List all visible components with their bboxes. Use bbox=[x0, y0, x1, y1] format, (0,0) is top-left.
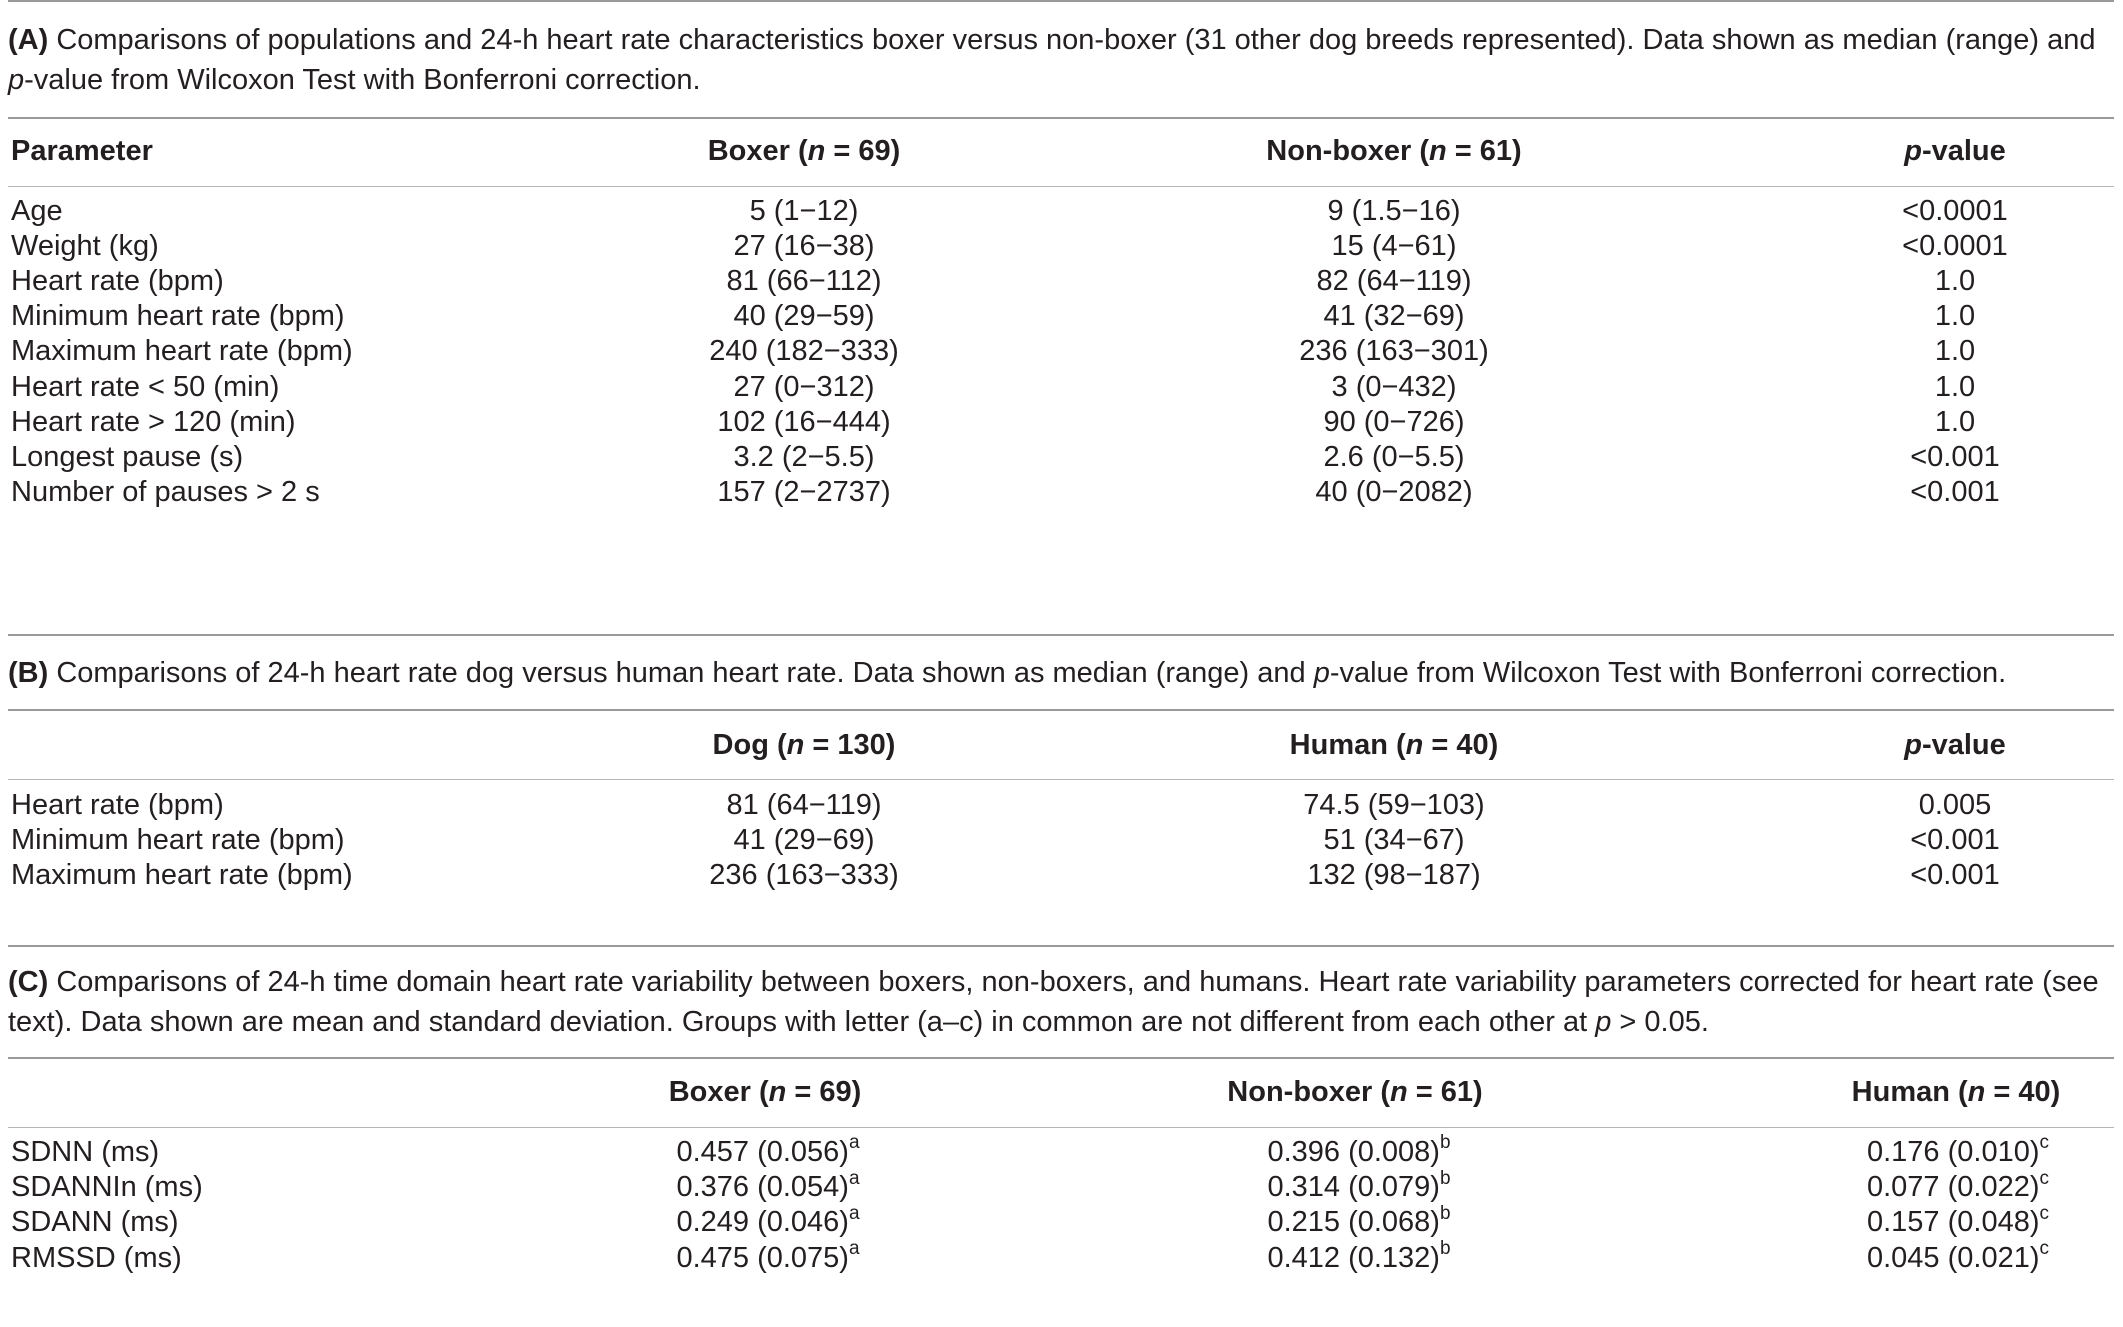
header-p-value: p-value bbox=[1904, 135, 2006, 167]
cell-p: 1.0 bbox=[1934, 370, 1976, 403]
caption-a-text-2: -value from Wilcoxon Test with Bonferroni correction. bbox=[24, 64, 701, 96]
superscript-letter: a bbox=[848, 1202, 860, 1224]
cell-p: 1.0 bbox=[1934, 300, 1976, 333]
row-parameter: Weight (kg) bbox=[11, 230, 159, 263]
table-c-header bbox=[0, 1069, 2123, 1115]
row-parameter: Heart rate < 50 (min) bbox=[11, 370, 280, 403]
cell-p: 0.005 bbox=[1918, 789, 1992, 821]
cell-p: 1.0 bbox=[1934, 405, 1976, 438]
table-row bbox=[0, 852, 2123, 898]
cell-dog: 81 (64−119) bbox=[726, 789, 882, 821]
cell-boxer: 40 (29−59) bbox=[733, 300, 875, 333]
section-b-top-rule bbox=[8, 634, 2114, 636]
cell-p: 1.0 bbox=[1934, 335, 1976, 368]
cell-human: 0.176 $(0.010)^c$ bbox=[1866, 1132, 2050, 1168]
cell-boxer: 0.475 $(0.075)^a$ bbox=[676, 1237, 860, 1274]
row-parameter: Heart rate (bpm) bbox=[11, 265, 224, 298]
cell-boxer: 157 (2−2737) bbox=[717, 475, 891, 508]
cell-p: <0.001 bbox=[1910, 440, 2000, 473]
cell-nonboxer: 82 (64−119) bbox=[1316, 265, 1472, 298]
table-b-header-rule bbox=[8, 779, 2114, 780]
row-parameter: SDNN (ms) bbox=[11, 1136, 160, 1168]
top-rule bbox=[8, 0, 2114, 2]
table-c-header-rule bbox=[8, 1127, 2114, 1128]
cell-p: <0.0001 bbox=[1902, 195, 2008, 227]
cell-nonboxer: 0.215 $(0.068)^b$ bbox=[1267, 1202, 1451, 1239]
header-human: Human (n = 40) bbox=[1289, 729, 1499, 761]
cell-dog: 41 (29−69) bbox=[733, 824, 875, 856]
row-parameter: Minimum heart rate (bpm) bbox=[11, 824, 345, 856]
cell-nonboxer: 15 (4−61) bbox=[1331, 230, 1457, 263]
section-c-top-rule bbox=[8, 945, 2114, 947]
cell-p: 1.0 bbox=[1934, 265, 1976, 298]
cell-human: 132 (98−187) bbox=[1307, 859, 1481, 891]
caption-b-p: p bbox=[1313, 657, 1330, 689]
header-boxer-c: Boxer (n = 69) bbox=[668, 1076, 862, 1108]
cell-boxer: 0.249 $(0.046)^a$ bbox=[676, 1202, 860, 1239]
cell-human: 74.5 (59−103) bbox=[1303, 789, 1485, 821]
caption-c bbox=[8, 962, 2108, 1042]
cell-boxer: 3.2 (2−5.5) bbox=[733, 440, 875, 473]
table-row bbox=[0, 469, 2123, 515]
cell-nonboxer: 40 (0−2082) bbox=[1315, 475, 1473, 508]
table-row bbox=[0, 1235, 2123, 1281]
cell-p: <0.0001 bbox=[1902, 230, 2008, 263]
header-nonboxer: Non-boxer (n = 61) bbox=[1266, 135, 1522, 167]
caption-c-label: (C) bbox=[8, 966, 49, 998]
table-a-top-rule bbox=[8, 117, 2114, 119]
cell-boxer: 81 (66−112) bbox=[726, 265, 882, 298]
caption-c-p: p bbox=[1595, 1006, 1612, 1038]
cell-human: 0.157 $(0.048)^c$ bbox=[1866, 1202, 2050, 1239]
caption-a-p: p bbox=[8, 64, 25, 96]
caption-b-text-2: -value from Wilcoxon Test with Bonferroni correction. bbox=[1329, 657, 2007, 689]
cell-nonboxer: 0.314 $(0.079)^b$ bbox=[1267, 1167, 1451, 1204]
row-parameter: Maximum heart rate (bpm) bbox=[11, 335, 353, 368]
cell-nonboxer: 0.396 $(0.008)^b$ bbox=[1267, 1132, 1451, 1168]
row-parameter: Maximum heart rate (bpm) bbox=[11, 859, 353, 891]
cell-boxer: 0.376 $(0.054)^a$ bbox=[676, 1167, 860, 1204]
row-parameter: Minimum heart rate (bpm) bbox=[11, 300, 345, 333]
caption-b-label: (B) bbox=[8, 657, 49, 689]
cell-dog: 236 (163−333) bbox=[709, 859, 899, 891]
header-dog: Dog (n = 130) bbox=[712, 729, 896, 761]
table-b-header bbox=[0, 722, 2123, 768]
superscript-letter: b bbox=[1439, 1132, 1451, 1154]
row-parameter: Heart rate > 120 (min) bbox=[11, 405, 296, 438]
caption-c-text-1: Comparisons of 24-h time domain heart rate variability between boxers, non-boxers, and humans. Heart rate variability parameters corrected for heart rate (see bbox=[48, 966, 2099, 998]
cell-p: <0.001 bbox=[1910, 824, 2000, 856]
cell-nonboxer: 0.412 $(0.132)^b$ bbox=[1267, 1237, 1451, 1274]
header-parameter: Parameter bbox=[11, 135, 153, 167]
superscript-letter: b bbox=[1439, 1237, 1451, 1259]
cell-nonboxer: 9 (1.5−16) bbox=[1327, 195, 1461, 227]
row-parameter: Number of pauses > 2 s bbox=[11, 475, 320, 508]
superscript-letter: a bbox=[848, 1237, 860, 1259]
cell-human: 51 (34−67) bbox=[1323, 824, 1465, 856]
header-p-value-b: p-value bbox=[1904, 729, 2006, 761]
row-parameter: RMSSD (ms) bbox=[11, 1241, 182, 1274]
superscript-letter: c bbox=[2039, 1237, 2050, 1259]
caption-a-text-1: Comparisons of populations and 24-h heart rate characteristics boxer versus non-boxer (31 other dog breeds represented). Data shown as median (range) and bbox=[48, 24, 2096, 56]
cell-nonboxer: 90 (0−726) bbox=[1323, 405, 1465, 438]
cell-p: <0.001 bbox=[1910, 859, 2000, 891]
row-parameter: Age bbox=[11, 195, 63, 227]
caption-b bbox=[8, 653, 2108, 693]
table-b-top-rule bbox=[8, 709, 2114, 711]
cell-boxer: 0.457 $(0.056)^a$ bbox=[676, 1132, 860, 1168]
cell-human: 0.077 $(0.022)^c$ bbox=[1866, 1167, 2050, 1204]
superscript-letter: b bbox=[1439, 1167, 1451, 1189]
cell-boxer: 27 (0−312) bbox=[733, 370, 875, 403]
cell-nonboxer: 41 (32−69) bbox=[1323, 300, 1465, 333]
caption-a-label: (A) bbox=[8, 24, 49, 56]
table-a-header bbox=[0, 128, 2123, 174]
superscript-letter: c bbox=[2039, 1132, 2050, 1154]
row-parameter: Longest pause (s) bbox=[11, 440, 244, 473]
superscript-letter: a bbox=[848, 1167, 860, 1189]
superscript-letter: b bbox=[1439, 1202, 1451, 1224]
cell-nonboxer: 236 (163−301) bbox=[1299, 335, 1489, 368]
superscript-letter: c bbox=[2039, 1167, 2050, 1189]
cell-p: <0.001 bbox=[1910, 475, 2000, 508]
row-parameter: SDANNIn (ms) bbox=[11, 1171, 203, 1204]
cell-nonboxer: 3 (0−432) bbox=[1331, 370, 1457, 403]
cell-nonboxer: 2.6 (0−5.5) bbox=[1323, 440, 1465, 473]
row-parameter: SDANN (ms) bbox=[11, 1206, 179, 1239]
cell-boxer: 27 (16−38) bbox=[733, 230, 875, 263]
caption-b-text-1: Comparisons of 24-h heart rate dog versus human heart rate. Data shown as median (range) and bbox=[48, 657, 1314, 689]
cell-human: 0.045 $(0.021)^c$ bbox=[1866, 1237, 2050, 1274]
header-human-c: Human (n = 40) bbox=[1851, 1076, 2061, 1108]
caption-a bbox=[8, 20, 2108, 100]
cell-boxer: 102 (16−444) bbox=[717, 405, 891, 438]
caption-c-text-3: > 0.05. bbox=[1611, 1006, 1709, 1038]
cell-boxer: 240 (182−333) bbox=[709, 335, 899, 368]
superscript-letter: a bbox=[848, 1132, 860, 1154]
row-parameter: Heart rate (bpm) bbox=[11, 789, 224, 821]
superscript-letter: c bbox=[2039, 1202, 2050, 1224]
cell-boxer: 5 (1−12) bbox=[749, 195, 859, 227]
header-boxer: Boxer (n = 69) bbox=[707, 135, 901, 167]
table-c-top-rule bbox=[8, 1057, 2114, 1059]
header-nonboxer-c: Non-boxer (n = 61) bbox=[1227, 1076, 1483, 1108]
table-a-header-rule bbox=[8, 186, 2114, 187]
caption-c-text-2: text). Data shown are mean and standard deviation. Groups with letter (a–c) in common are not different from each other at bbox=[8, 1006, 1596, 1038]
